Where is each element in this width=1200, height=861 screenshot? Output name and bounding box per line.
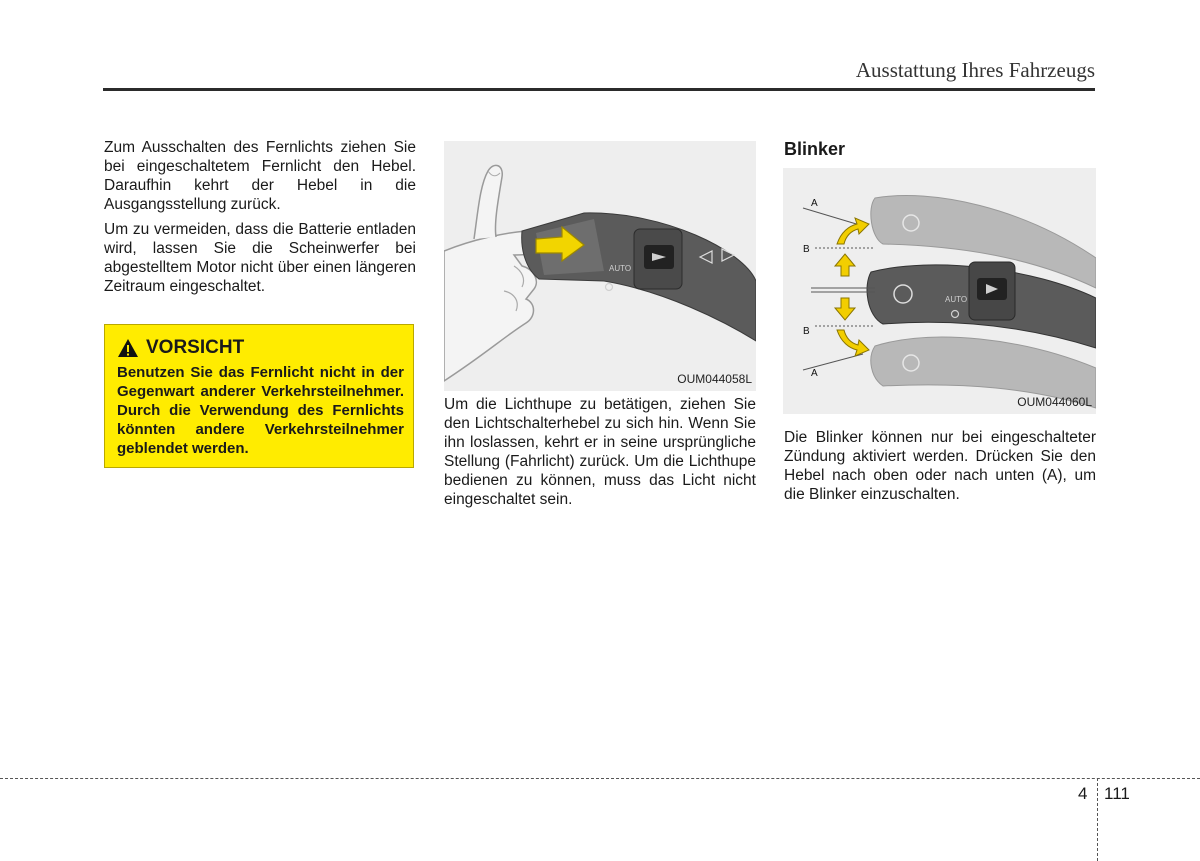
turn-signal-illustration xyxy=(783,168,1096,414)
auto-label: AUTO xyxy=(945,295,968,304)
paragraph: Zum Ausschalten des Fernlichts ziehen Sie bei eingeschaltetem Fernlicht den Hebel. Daraufhin kehrt der Hebel in die Ausgangsstellung zurück. xyxy=(104,139,416,213)
paragraph: Um zu vermeiden, dass die Batterie entladen wird, lassen Sie die Scheinwerfer bei abgestelltem Motor nicht über einen längeren Zeitraum eingeschaltet. xyxy=(104,221,416,295)
paragraph: Die Blinker können nur bei eingeschalteter Zündung aktiviert werden. Drücken Sie den Hebel nach oben oder nach unten (A), um die Blinker einzuschalten. xyxy=(784,429,1096,503)
figure-code: OUM044058L xyxy=(677,372,752,386)
label-a-top: A xyxy=(811,198,818,209)
figure-turn-signal xyxy=(783,168,1096,414)
figure-code: OUM044060L xyxy=(1017,395,1092,409)
chapter-number: 4 xyxy=(1078,784,1088,803)
caution-header xyxy=(117,337,404,359)
warning-triangle-icon xyxy=(117,338,139,358)
caution-box xyxy=(104,324,414,468)
auto-label: AUTO xyxy=(609,264,632,273)
caution-title: VORSICHT xyxy=(146,337,245,358)
label-a-bottom: A xyxy=(811,368,818,379)
label-b-bottom: B xyxy=(803,326,810,337)
label-b-top: B xyxy=(803,244,810,255)
column-3 xyxy=(784,428,1096,510)
column-2 xyxy=(444,395,756,515)
footer-divider xyxy=(1097,778,1098,861)
figure-headlight-flasher xyxy=(444,141,756,391)
caution-text: Benutzen Sie das Fernlicht nicht in der Gegenwart anderer Verkehrsteilnehmer. Durch die Verwendung des Fernlichts könnten andere Verkehrsteilnehmer geblendet werden. xyxy=(117,364,404,457)
column-1 xyxy=(104,138,416,302)
section-heading: Blinker xyxy=(784,139,846,159)
footer-rule xyxy=(0,778,1200,779)
page-number: 111 xyxy=(1104,784,1130,803)
header-rule xyxy=(103,88,1095,91)
paragraph: Um die Lichthupe zu betätigen, ziehen Sie den Lichtschalterhebel zu sich hin. Wenn Sie ihn loslassen, kehrt er in seine ursprüngliche Stellung (Fahrlicht) zurück. Um die Lichthupe bedienen zu können, muss das Licht nicht eingeschaltet sein. xyxy=(444,396,756,508)
running-header: Ausstattung Ihres Fahrzeugs xyxy=(855,58,1095,82)
lever-illustration xyxy=(444,141,756,391)
